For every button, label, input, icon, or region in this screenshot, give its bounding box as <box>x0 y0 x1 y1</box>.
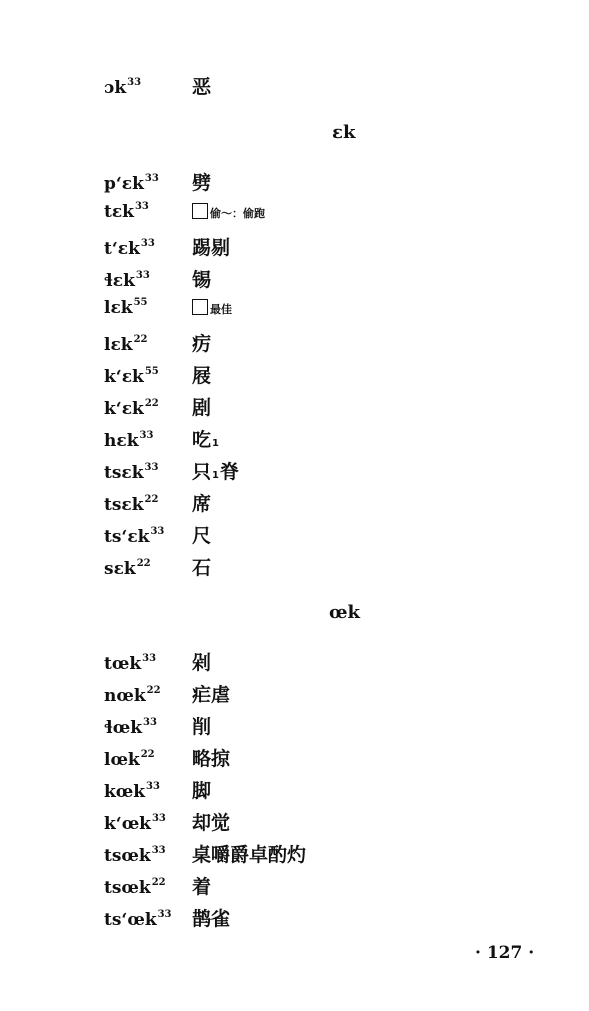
syllable: kœk$^{33}$ <box>104 781 160 802</box>
syllable: lœk$^{22}$ <box>104 749 155 770</box>
characters: 疟虐 <box>192 684 231 706</box>
characters: 剧 <box>192 397 212 419</box>
syllable: hɛk$^{33}$ <box>104 430 154 451</box>
entry-row <box>104 265 464 291</box>
entry-row <box>104 712 464 738</box>
entry-row <box>104 425 464 451</box>
entry-row <box>104 840 464 866</box>
entry-row <box>104 457 464 483</box>
entry-row <box>104 744 464 770</box>
entry-row <box>104 72 464 98</box>
syllable: sɛk$^{22}$ <box>104 558 151 579</box>
syllable: lɛk$^{55}$ <box>104 297 148 318</box>
characters: 石 <box>192 557 212 579</box>
characters: 略掠 <box>192 748 231 770</box>
characters: 却觉 <box>192 812 231 834</box>
syllable: tʻɛk$^{33}$ <box>104 238 155 259</box>
syllable: ɬɛk$^{33}$ <box>104 270 150 291</box>
syllable: tsʻɛk$^{33}$ <box>104 526 165 547</box>
entry-row <box>104 521 464 547</box>
syllable: pʻɛk$^{33}$ <box>104 173 159 194</box>
syllable: ɬœk$^{33}$ <box>104 717 157 738</box>
missing-char-box <box>192 203 208 219</box>
characters: 吃 $_1$ <box>192 429 219 451</box>
gloss-note: 最佳 <box>210 303 232 316</box>
characters: 踢剔 <box>192 237 231 259</box>
entry-row <box>104 168 464 194</box>
characters: 脚 <box>192 780 212 802</box>
syllable: lɛk$^{22}$ <box>104 334 148 355</box>
entry-row <box>104 872 464 898</box>
entry-row <box>104 489 464 515</box>
syllable: tsɛk$^{22}$ <box>104 494 159 515</box>
characters: 锡 <box>192 269 212 291</box>
characters: 尺 <box>192 525 212 547</box>
syllable: tsʻœk$^{33}$ <box>104 909 172 930</box>
characters: 疠 <box>192 333 212 355</box>
characters: 屐 <box>192 365 212 387</box>
entry-row <box>104 233 464 259</box>
page-number: · 127 · <box>475 943 535 963</box>
gloss-note: 偷～：偷跑 <box>210 207 265 220</box>
syllable: tɛk$^{33}$ <box>104 201 149 222</box>
characters: 鹊雀 <box>192 908 231 930</box>
entry-row <box>104 361 464 387</box>
section-heading-ek: ɛk <box>332 122 356 143</box>
section-heading-oek: œk <box>329 602 360 623</box>
characters <box>192 201 265 221</box>
syllable: kʻɛk$^{55}$ <box>104 366 159 387</box>
entry-row <box>104 201 464 227</box>
entry-row <box>104 904 464 930</box>
characters: 劈 <box>192 172 212 194</box>
characters: 桌嚼爵卓酌灼 <box>192 844 307 866</box>
syllable: kʻœk$^{33}$ <box>104 813 166 834</box>
missing-char-box <box>192 299 208 315</box>
syllable: ɔk$^{33}$ <box>104 77 142 98</box>
entry-row <box>104 297 464 323</box>
characters: 席 <box>192 493 212 515</box>
syllable: tœk$^{33}$ <box>104 653 157 674</box>
characters: 削 <box>192 716 212 738</box>
characters: 剁 <box>192 652 212 674</box>
syllable: tsɛk$^{33}$ <box>104 462 159 483</box>
characters <box>192 297 232 317</box>
entry-row <box>104 393 464 419</box>
syllable: tsœk$^{33}$ <box>104 845 166 866</box>
syllable: tsœk$^{22}$ <box>104 877 166 898</box>
entry-row <box>104 808 464 834</box>
characters: 只 $_1$ 脊 <box>192 461 239 483</box>
entry-row <box>104 553 464 579</box>
characters: 着 <box>192 876 212 898</box>
syllable: nœk$^{22}$ <box>104 685 161 706</box>
characters: 恶 <box>192 76 212 98</box>
entry-row <box>104 680 464 706</box>
entry-row <box>104 329 464 355</box>
entry-row <box>104 776 464 802</box>
entry-row <box>104 648 464 674</box>
syllable: kʻɛk$^{22}$ <box>104 398 159 419</box>
